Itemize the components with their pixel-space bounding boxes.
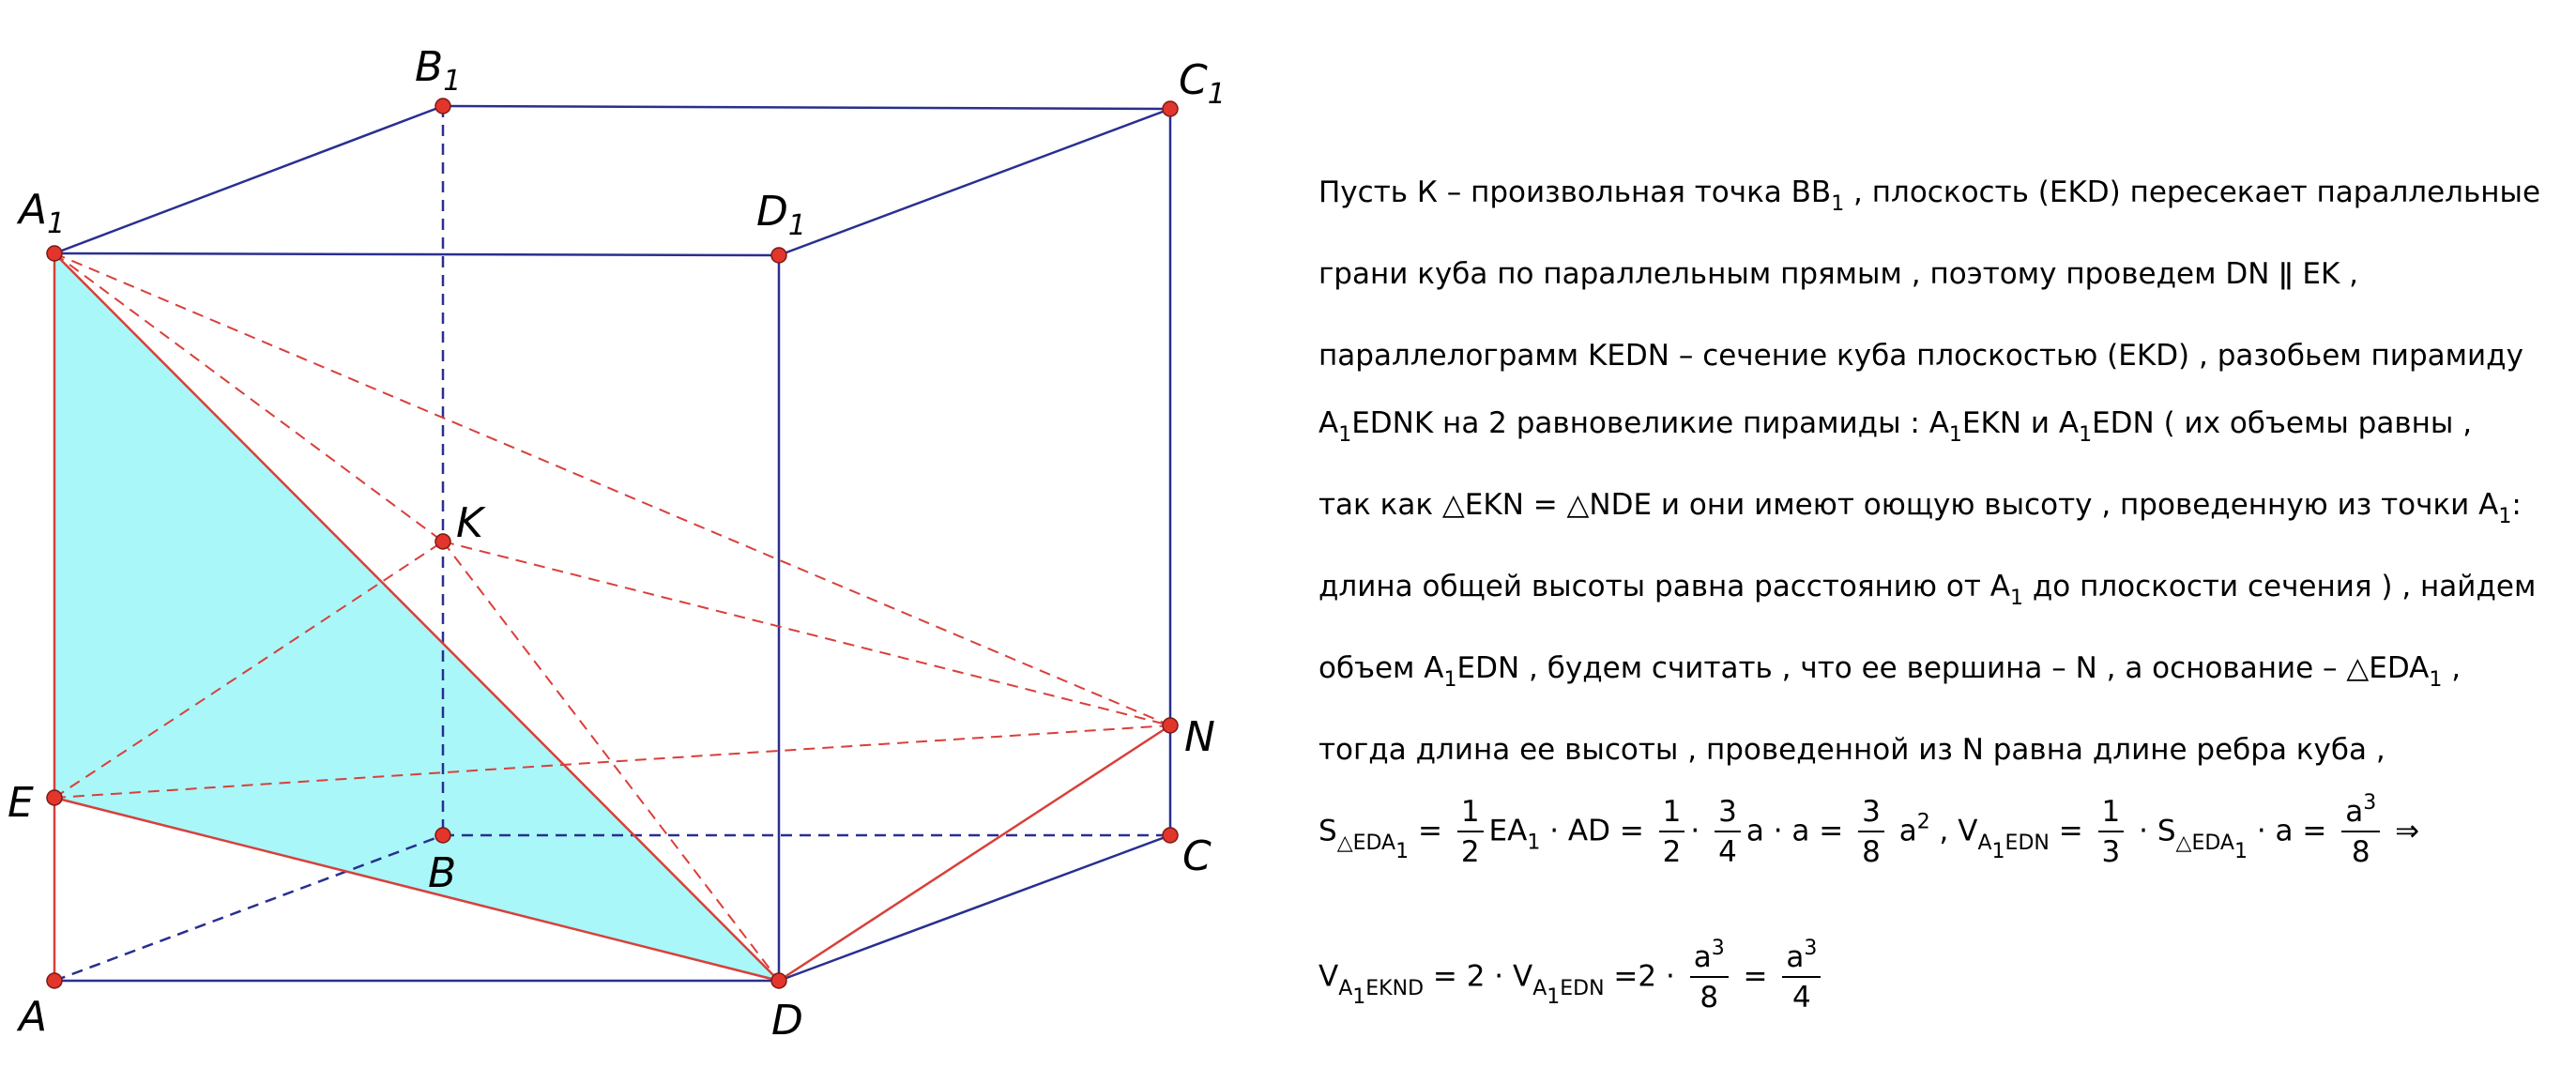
text-line-2: грани куба по параллельным прямым , поэтому проведем DN ǁ EK , <box>1318 257 2358 291</box>
label-a1: $A_1$ <box>19 186 66 240</box>
label-e: E <box>8 779 34 827</box>
fraction-a-cubed-over-8: $\frac{a^3}{8}$ <box>2341 793 2380 872</box>
fraction-three-quarters: $\frac{3}{4}$ <box>1715 793 1741 872</box>
vertex-d <box>771 973 786 988</box>
vertex-a1 <box>47 246 62 261</box>
edge-d1-c1 <box>779 109 1170 255</box>
label-n: N <box>1184 713 1215 761</box>
formula-area-volume: $S_{\triangle EDA_1}$ = $\frac{1}{2}$ $EA_1$ · AD = $\frac{1}{2}$ · $\frac{3}{4}$ a · a = $\frac{3}{8}$ $a^2$ , $V_{A_1EDN}$ = $\frac{1}{3}$ · $S_{\triangle EDA_1} \cdot a$ = $\frac{a^3}{8}$ ⇒ <box>1318 793 2419 872</box>
text-line-4: $А_1EDNK$ на 2 равновеликие пирамиды : $А_1EKN$ и $А_1EDN$ ( их объемы равны , <box>1318 406 2473 447</box>
vertex-n <box>1163 718 1178 733</box>
vertex-a <box>47 973 62 988</box>
text-line-1: Пусть К – произвольная точка $ВВ_1$ , плоскость (ЕKD) пересекает параллельные <box>1318 175 2541 216</box>
label-c1: $C_1$ <box>1179 56 1226 111</box>
vertex-d1 <box>771 248 786 263</box>
label-d1: $D_1$ <box>756 188 806 242</box>
edge-d-c <box>779 835 1170 981</box>
label-b1: $B_1$ <box>415 43 462 98</box>
edge-a1-d1 <box>54 253 779 255</box>
fraction-one-half: $\frac{1}{2}$ <box>1457 793 1484 872</box>
fraction-a-cubed-over-8-b: $\frac{a^3}{8}$ <box>1690 938 1729 1017</box>
text-line-3: параллелограмм KEDN – сечение куба плоскостью (EKD) , разобьем пирамиду <box>1318 339 2523 373</box>
fraction-a-cubed-over-4: $\frac{a^3}{4}$ <box>1782 938 1821 1017</box>
edge-a1-b1 <box>54 106 443 253</box>
text-line-6: длина общей высоты равна расстоянию от $А_1$ до плоскости сечения ) , найдем <box>1318 570 2537 610</box>
dashed-k-n <box>443 542 1170 725</box>
fraction-one-half-2: $\frac{1}{2}$ <box>1659 793 1685 872</box>
label-d: D <box>771 997 803 1045</box>
vertex-k <box>435 534 450 549</box>
text-line-8: тогда длина ее высоты , проведенной из N равна длине ребра куба , <box>1318 733 2385 767</box>
text-line-5: так как △EKN = △NDE и они имеют оющую высоту , проведенную из точки $А_1$: <box>1318 488 2522 528</box>
hidden-edge-a-b <box>54 835 443 981</box>
vertex-c <box>1163 828 1178 843</box>
fraction-three-eighths: $\frac{3}{8}$ <box>1858 793 1884 872</box>
vertex-e <box>47 790 62 805</box>
label-c: C <box>1182 832 1212 880</box>
label-b: B <box>428 849 457 897</box>
fraction-one-third: $\frac{1}{3}$ <box>2098 793 2125 872</box>
formula-total-volume: $V_{A_1EKND} = 2 \cdot V_{A_1EDN} =2$ · $\frac{a^3}{8}$ = $\frac{a^3}{4}$ <box>1318 938 1826 1017</box>
label-a: A <box>19 993 48 1041</box>
vertex-b1 <box>435 99 450 114</box>
edge-b1-c1 <box>443 106 1170 109</box>
segment-d-n <box>779 725 1170 981</box>
text-line-7: объем $А_1EDN$ , будем считать , что ее вершина – N , а основание – $\triangle EDA_1$ , <box>1318 651 2462 692</box>
vertex-b <box>435 828 450 843</box>
label-k: K <box>456 499 483 547</box>
vertex-c1 <box>1163 101 1178 116</box>
